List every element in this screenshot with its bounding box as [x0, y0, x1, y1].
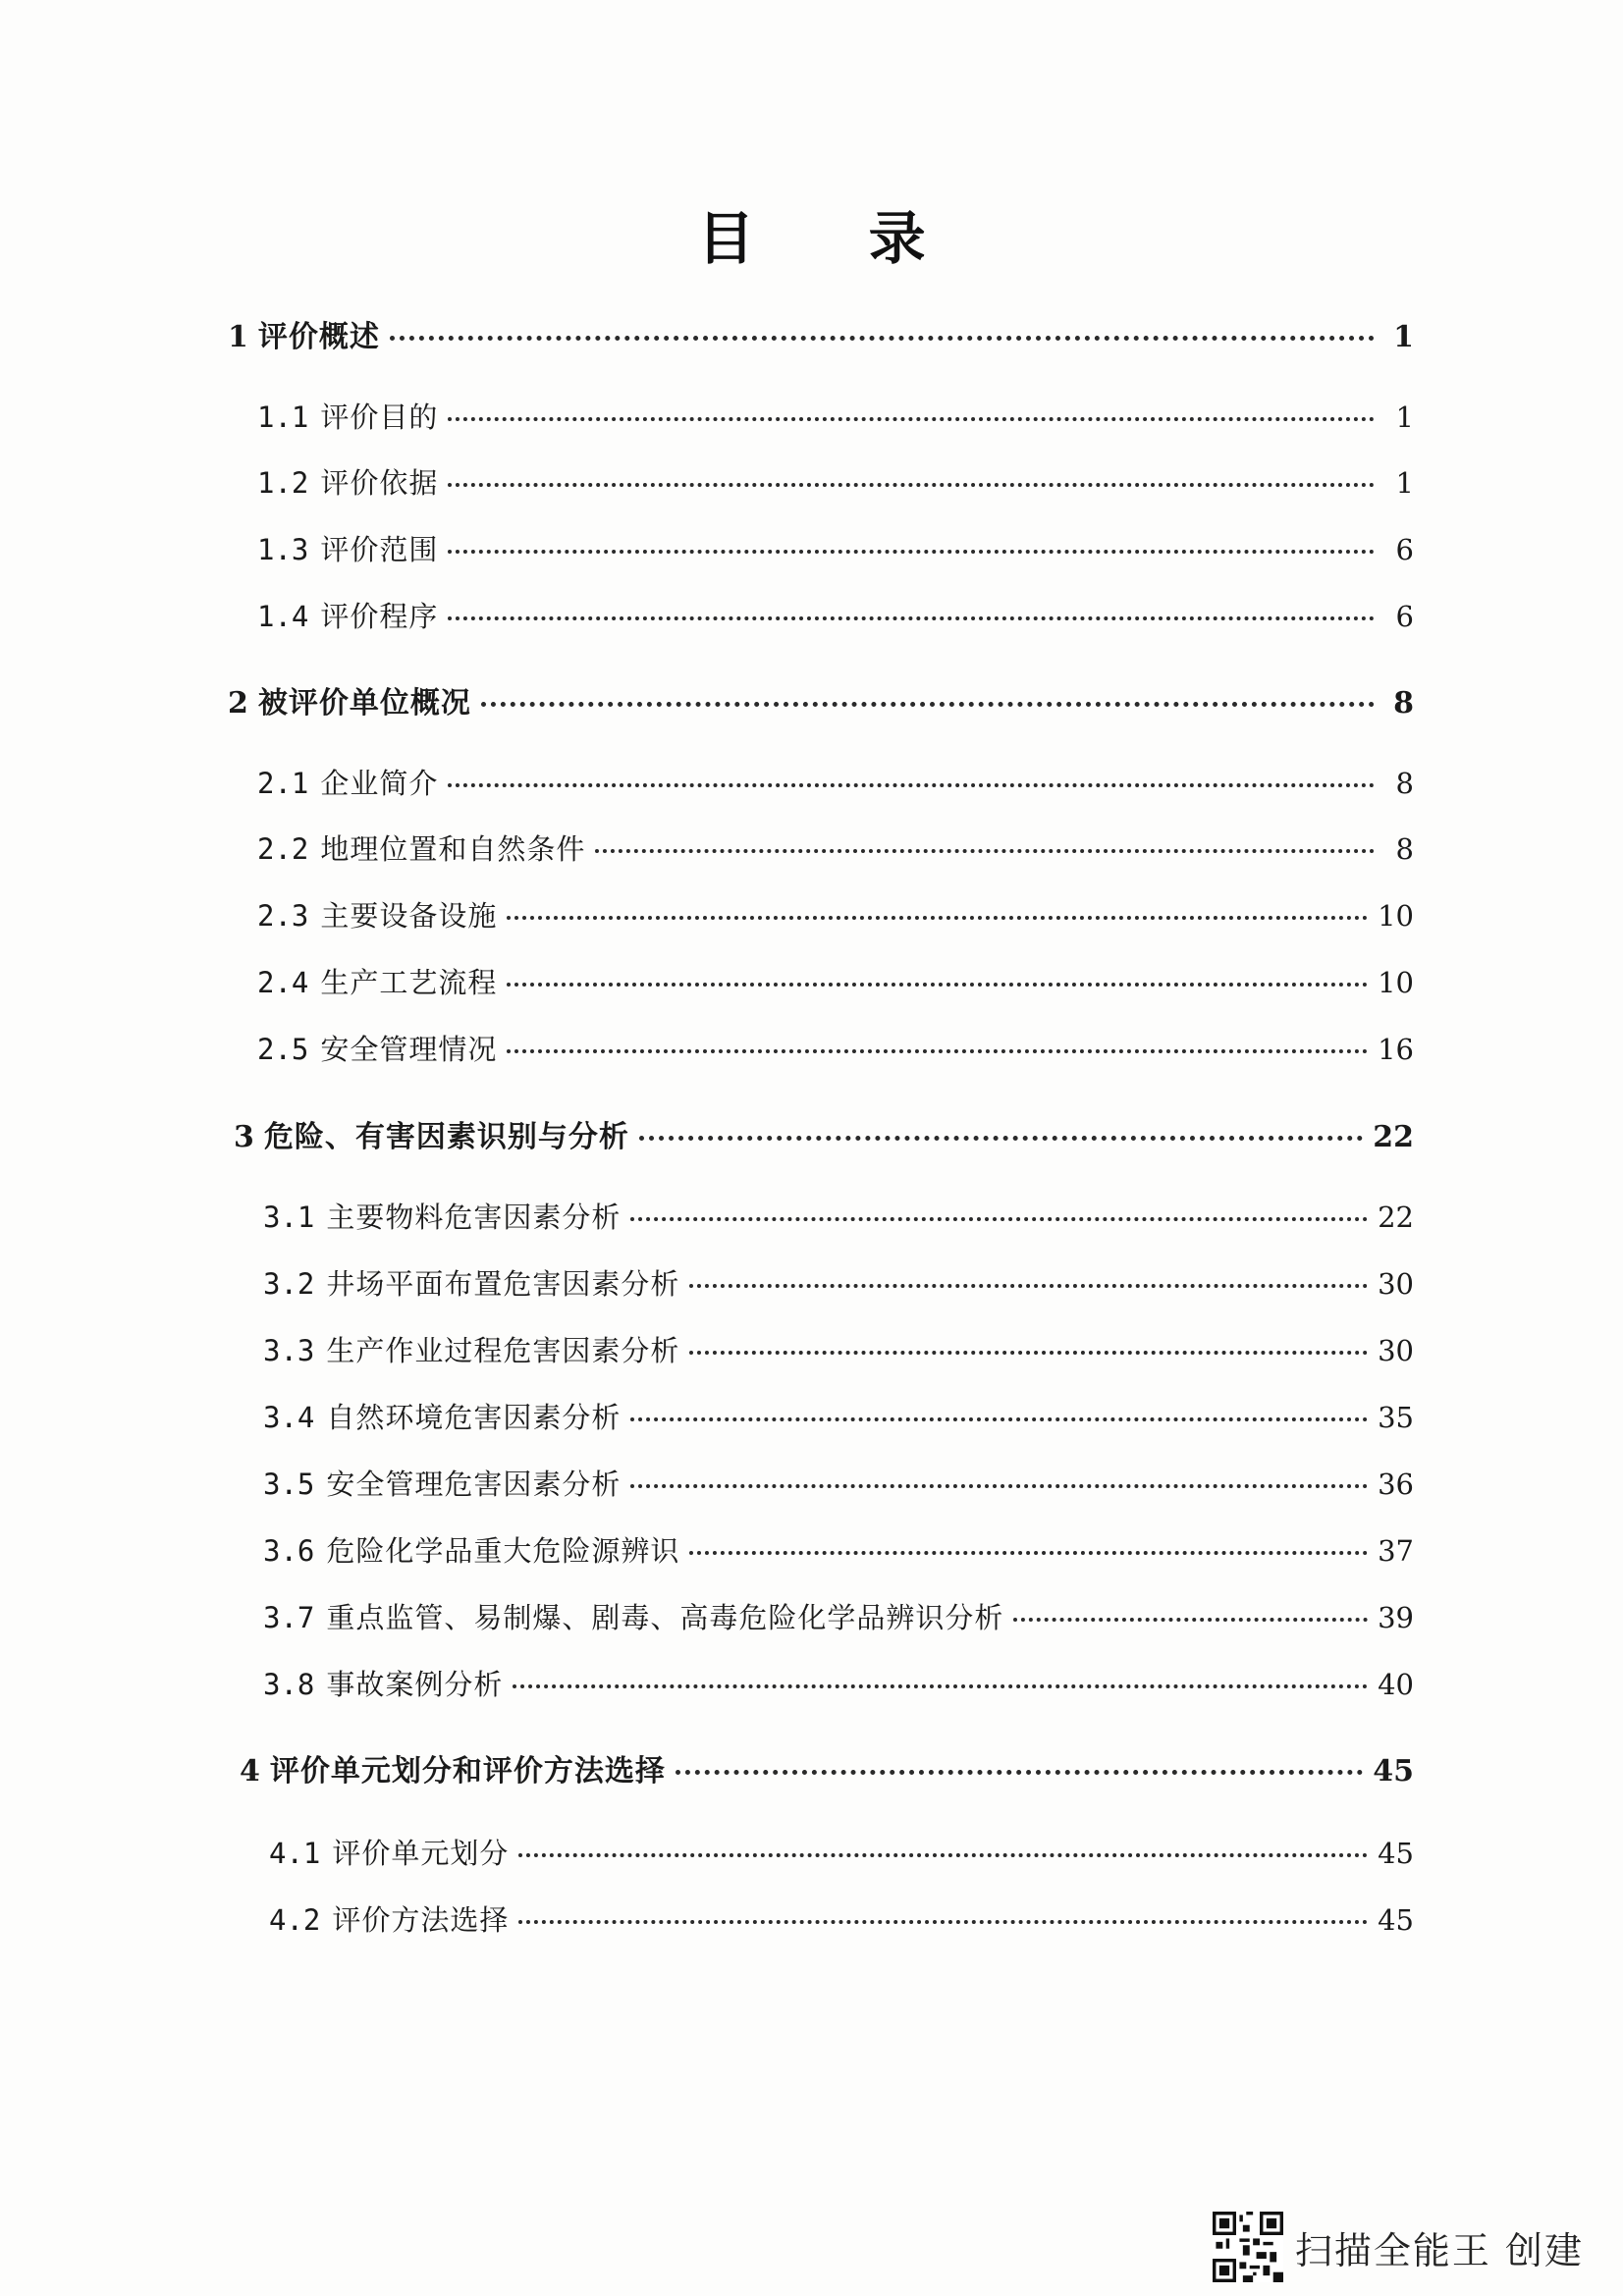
toc-section[interactable]: [257, 396, 1414, 436]
toc-number: 2.2: [257, 832, 309, 866]
toc-title: 被评价单位概况: [257, 686, 471, 721]
toc-title: 事故案例分析: [326, 1668, 504, 1701]
toc-title: 评价方法选择: [332, 1903, 510, 1937]
dot-leader: [448, 483, 1375, 487]
toc-section[interactable]: [269, 1898, 1414, 1939]
toc-title: 安全管理情况: [320, 1033, 498, 1066]
dot-leader: [630, 1484, 1368, 1488]
toc-title: 危险、有害因素识别与分析: [263, 1120, 629, 1154]
dot-leader: [689, 1284, 1368, 1288]
toc-page-number: 8: [1393, 686, 1414, 721]
toc-page-number: 36: [1378, 1468, 1414, 1501]
toc-number: 4.1: [269, 1837, 321, 1870]
dot-leader: [507, 916, 1368, 920]
toc-page-number: 1: [1395, 400, 1414, 434]
toc-number: 3.4: [263, 1401, 315, 1434]
toc-number: 3.6: [263, 1534, 315, 1568]
dot-leader: [630, 1417, 1368, 1421]
toc-number: 2.3: [257, 899, 309, 933]
dot-leader: [676, 1770, 1363, 1775]
dot-leader: [507, 1049, 1368, 1053]
toc-page-number: 10: [1378, 899, 1414, 933]
toc-title: 评价程序: [320, 600, 439, 633]
toc-page-number: 8: [1395, 832, 1414, 866]
dot-leader: [518, 1853, 1368, 1857]
toc-page-number: 8: [1395, 767, 1414, 800]
dot-leader: [448, 783, 1375, 787]
toc-title: 评价目的: [320, 400, 439, 434]
toc-page-number: 39: [1378, 1601, 1414, 1634]
scanner-watermark: [1213, 2212, 1584, 2282]
toc-title: 生产工艺流程: [320, 966, 498, 999]
toc-number: 3.3: [263, 1334, 315, 1367]
toc-section[interactable]: [257, 528, 1414, 568]
toc-page-number: 22: [1373, 1120, 1414, 1154]
toc-section[interactable]: [263, 1463, 1414, 1503]
dot-leader: [448, 417, 1375, 421]
toc-title: 重点监管、易制爆、剧毒、高毒危险化学品辨识分析: [326, 1601, 1004, 1634]
toc-number: 1.1: [257, 400, 309, 434]
toc-number: 2.5: [257, 1033, 309, 1066]
toc-section[interactable]: [269, 1832, 1414, 1872]
toc-page-number: 35: [1378, 1401, 1414, 1434]
toc-section[interactable]: [263, 1329, 1414, 1369]
toc-title: 井场平面布置危害因素分析: [326, 1267, 680, 1301]
toc-page-number: 45: [1378, 1903, 1414, 1937]
dot-leader: [689, 1351, 1368, 1355]
toc-number: 3.1: [263, 1201, 315, 1234]
dot-leader: [518, 1920, 1368, 1924]
toc-page-number: 37: [1378, 1534, 1414, 1568]
toc-section[interactable]: [263, 1196, 1414, 1236]
toc-title: 评价单元划分和评价方法选择: [269, 1754, 666, 1789]
toc-title: 主要物料危害因素分析: [326, 1201, 622, 1234]
dot-leader: [481, 702, 1375, 707]
toc-section[interactable]: [257, 828, 1414, 868]
toc-title: 评价概述: [257, 320, 380, 354]
toc-page-number: 6: [1395, 533, 1414, 566]
watermark-text: 扫描全能王 创建: [1294, 2228, 1584, 2272]
toc-number: 1: [228, 320, 248, 354]
toc-title: 企业简介: [320, 767, 439, 800]
page-title: 目 录: [697, 205, 973, 272]
toc-title: 地理位置和自然条件: [320, 832, 586, 866]
dot-leader: [448, 616, 1375, 620]
toc-page-number: 22: [1378, 1201, 1414, 1234]
toc-section[interactable]: [257, 461, 1414, 502]
toc-title: 生产作业过程危害因素分析: [326, 1334, 680, 1367]
toc-title: 自然环境危害因素分析: [326, 1401, 622, 1434]
dot-leader: [639, 1136, 1363, 1141]
toc-page-number: 1: [1393, 320, 1414, 354]
toc-number: 4.2: [269, 1903, 321, 1937]
toc-page-number: 16: [1378, 1033, 1414, 1066]
toc-number: 1.4: [257, 600, 309, 633]
toc-number: 2.1: [257, 767, 309, 800]
toc-title: 评价范围: [320, 533, 439, 566]
toc-section[interactable]: [263, 1262, 1414, 1303]
toc-number: 4: [240, 1754, 260, 1789]
toc-page-number: 45: [1373, 1754, 1414, 1789]
toc-number: 2: [228, 686, 248, 721]
toc-section[interactable]: [257, 961, 1414, 1001]
toc-page-number: 10: [1378, 966, 1414, 999]
toc-section[interactable]: [257, 595, 1414, 635]
toc-chapter[interactable]: [228, 312, 1414, 355]
dot-leader: [595, 849, 1375, 853]
toc-title: 评价依据: [320, 466, 439, 500]
toc-page-number: 45: [1378, 1837, 1414, 1870]
toc-page-number: 30: [1378, 1334, 1414, 1367]
toc-section[interactable]: [263, 1663, 1414, 1703]
toc-section[interactable]: [257, 1028, 1414, 1068]
toc-chapter[interactable]: [234, 1112, 1414, 1155]
toc-section[interactable]: [263, 1396, 1414, 1436]
toc-number: 1.3: [257, 533, 309, 566]
toc-number: 3.5: [263, 1468, 315, 1501]
toc-chapter[interactable]: [228, 678, 1414, 721]
dot-leader: [630, 1217, 1368, 1221]
dot-leader: [689, 1551, 1368, 1555]
toc-section[interactable]: [263, 1596, 1414, 1636]
dot-leader: [513, 1684, 1368, 1688]
toc-number: 2.4: [257, 966, 309, 999]
toc-section[interactable]: [257, 762, 1414, 802]
dot-leader: [448, 550, 1375, 554]
toc-page-number: 40: [1378, 1668, 1414, 1701]
toc-title: 安全管理危害因素分析: [326, 1468, 622, 1501]
toc-title: 主要设备设施: [320, 899, 498, 933]
toc-title: 危险化学品重大危险源辨识: [326, 1534, 680, 1568]
toc-number: 1.2: [257, 466, 309, 500]
toc-chapter[interactable]: [240, 1746, 1414, 1789]
toc-number: 3.8: [263, 1668, 315, 1701]
dot-leader: [390, 336, 1375, 341]
toc-title: 评价单元划分: [332, 1837, 510, 1870]
toc-section[interactable]: [263, 1529, 1414, 1570]
toc-section[interactable]: [257, 894, 1414, 934]
qr-code-icon: [1213, 2212, 1283, 2282]
toc-number: 3.7: [263, 1601, 315, 1634]
dot-leader: [507, 983, 1368, 987]
toc-page-number: 6: [1395, 600, 1414, 633]
toc-number: 3: [234, 1120, 254, 1154]
dot-leader: [1013, 1618, 1368, 1622]
toc-page-number: 1: [1395, 466, 1414, 500]
toc-page-number: 30: [1378, 1267, 1414, 1301]
toc-number: 3.2: [263, 1267, 315, 1301]
